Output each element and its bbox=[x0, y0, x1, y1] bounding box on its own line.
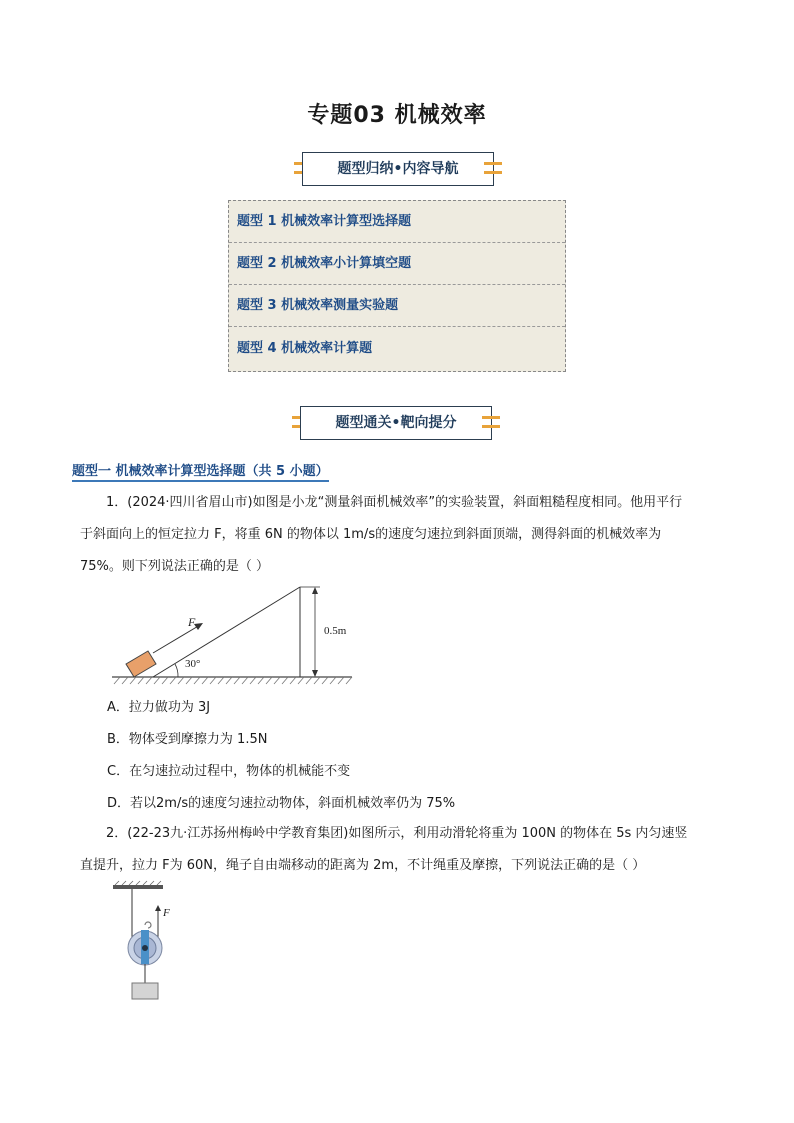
incline-figure bbox=[108, 580, 358, 690]
pulley-figure bbox=[108, 880, 188, 1005]
toc-box bbox=[228, 200, 566, 372]
q1-option-a[interactable]: A．拉力做功为 3J bbox=[107, 700, 211, 715]
q2-line-2: 直提升，拉力 F为 60N，绳子自由端移动的距离为 2m，不计绳重及摩擦，下列说法正确的是（ ） bbox=[80, 858, 646, 873]
toc-item-4[interactable]: 题型 4 机械效率计算题 bbox=[237, 341, 373, 356]
q2-line-1: 2．(22-23九·江苏扬州梅岭中学教育集团)如图所示，利用动滑轮将重为 100N 的物体在 5s 内匀速竖 bbox=[106, 826, 688, 841]
q1-option-c[interactable]: C．在匀速拉动过程中，物体的机械能不变 bbox=[107, 764, 351, 779]
toc-item-1[interactable]: 题型 1 机械效率计算型选择题 bbox=[229, 201, 565, 243]
pulley-wheel bbox=[128, 922, 162, 965]
force-arrow bbox=[153, 623, 203, 653]
weight-block bbox=[132, 983, 158, 999]
page-title: 专题03 机械效率 bbox=[307, 103, 487, 128]
toc-item-2[interactable]: 题型 2 机械效率小计算填空题 bbox=[229, 243, 565, 285]
block-on-incline bbox=[126, 651, 156, 677]
q1-line-1: 1．(2024·四川省眉山市)如图是小龙“测量斜面机械效率”的实验装置，斜面粗糙程度相同。他用平行 bbox=[106, 495, 683, 510]
banner-right-deco bbox=[484, 162, 502, 176]
force-label: F bbox=[188, 615, 196, 629]
banner-practice: 题型通关•靶向提分 bbox=[300, 406, 492, 440]
banner2-right-deco bbox=[482, 416, 500, 430]
q1-option-d[interactable]: D．若以2m/s的速度匀速拉动物体，斜面机械效率仍为 75% bbox=[107, 796, 456, 811]
banner-content-nav: 题型归纳•内容导航 bbox=[302, 152, 494, 186]
q1-line-2: 于斜面向上的恒定拉力 F，将重 6N 的物体以 1m/s的速度匀速拉到斜面顶端，测得斜面的机械效率为 bbox=[80, 527, 662, 542]
q1-line-3: 75%。则下列说法正确的是（ ） bbox=[80, 559, 270, 574]
q1-option-b[interactable]: B．物体受到摩擦力为 1.5N bbox=[107, 732, 268, 747]
angle-label: 30° bbox=[185, 658, 201, 670]
toc-item-3[interactable]: 题型 3 机械效率测量实验题 bbox=[229, 285, 565, 327]
section-heading: 题型一 机械效率计算型选择题（共 5 小题） bbox=[72, 460, 329, 482]
pulley-force-label: F bbox=[163, 907, 170, 919]
height-label: 0.5m bbox=[324, 625, 347, 637]
